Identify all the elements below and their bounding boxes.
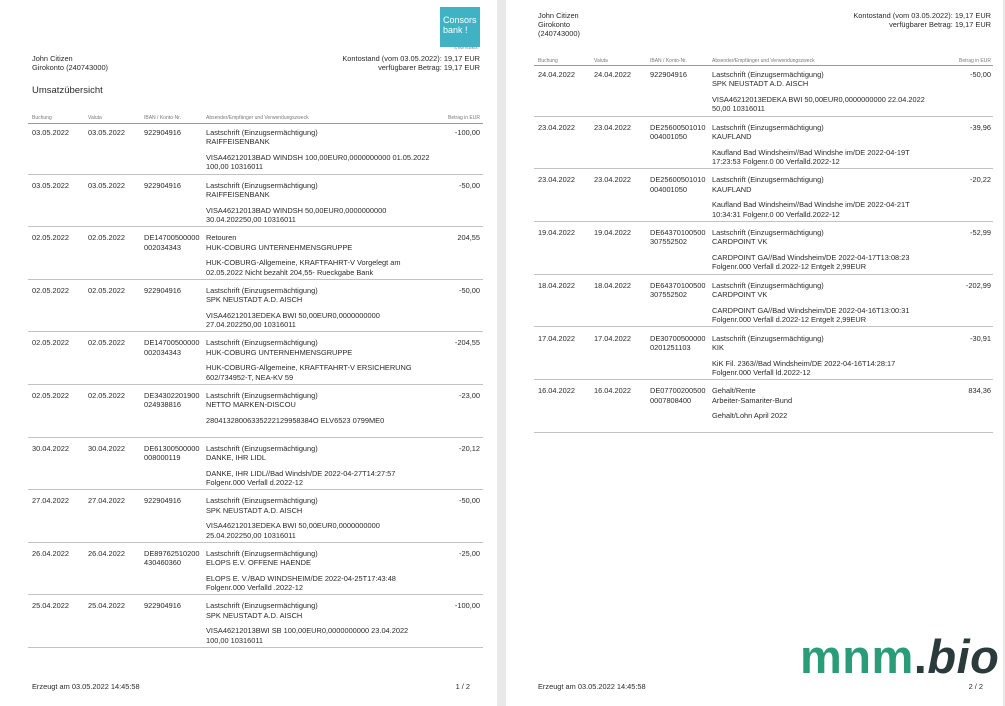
row-divider: [534, 379, 993, 380]
valuta-date: 23.04.2022: [594, 122, 631, 132]
detail-line1: VISA46212013EDEKA BWI 50,00EUR0,0000000000: [206, 310, 380, 320]
booking-date: 24.04.2022: [538, 70, 575, 79]
detail-line1: Kaufland Bad Windsheim//Bad Windshe im/DE 2022-04-19T: [712, 147, 910, 157]
amount: -100,00: [454, 601, 480, 611]
booking-date: 03.05.2022: [32, 128, 69, 137]
valuta-date: 24.04.2022: [594, 70, 631, 79]
valuta-date: 03.05.2022: [88, 128, 125, 137]
detail-line2: 25.04.202250,00 10316011: [206, 530, 296, 540]
col-description: Absender/Empfänger und Verwendungszweck: [712, 58, 815, 64]
detail-line2: 27.04.202250,00 10316011: [206, 320, 296, 330]
valuta-date: 23.04.2022: [594, 175, 631, 185]
description-party: CARDPOINT VK: [712, 290, 768, 300]
mnm-bio-watermark-logo: [800, 632, 999, 682]
iban-line2: 307552502: [650, 237, 687, 247]
valuta-date: 02.05.2022: [88, 338, 125, 348]
detail-line2: Folgenr.000 Verfall d.2022-12: [206, 477, 303, 487]
description-party: RAIFFEISENBANK: [206, 189, 270, 199]
detail-line1: CARDPOINT GA//Bad Windsheim/DE 2022-04-17T13:08:23: [712, 253, 910, 263]
description-type: Lastschrift (Einzugsermächtigung): [712, 175, 824, 185]
detail-line2: Folgenr.000 Verfall d.2022-12 Entgelt 2,99EUR: [712, 262, 867, 272]
description-type: Gehalt/Rente: [712, 386, 756, 396]
iban-line2: 004001050: [650, 184, 687, 194]
description-party: ELOPS E.V. OFFENE HAENDE: [206, 558, 311, 568]
amount: -20,22: [970, 175, 991, 185]
description-type: Lastschrift (Einzugsermächtigung): [712, 228, 824, 238]
detail-line1: CARDPOINT GA//Bad Windsheim/DE 2022-04-16T13:00:31: [712, 305, 910, 315]
booking-date: 02.05.2022: [32, 338, 69, 348]
detail-line1: KiK Fil. 2363//Bad Windsheim/DE 2022-04-16T14:28:17: [712, 358, 896, 368]
account-type: Girokonto: [538, 20, 571, 29]
logo-text-line2: bank !: [443, 25, 468, 35]
detail-line2: 602/734952-T, NEA-KV 59: [206, 372, 294, 382]
booking-date: 16.04.2022: [538, 386, 575, 396]
balance-line: Kontostand (vom 03.05.2022): 19,17 EUR: [342, 54, 480, 63]
amount: 204,55: [457, 233, 480, 243]
valuta-date: 02.05.2022: [88, 285, 125, 295]
booking-date: 19.04.2022: [538, 228, 575, 238]
detail-line1: VISA46212013BAD WINDSH 50,00EUR0,0000000000: [206, 205, 387, 215]
detail-line1: DANKE, IHR LIDL//Bad Windsh/DE 2022-04-27T14:27:57: [206, 468, 396, 478]
section-title: Umsatzübersicht: [32, 85, 103, 96]
detail-line1: Kaufland Bad Windsheim//Bad Windshe im/DE 2022-04-21T: [712, 200, 910, 210]
col-booking: Buchung: [538, 58, 558, 64]
booking-date: 30.04.2022: [32, 443, 69, 453]
iban-line1: DE07700200500: [650, 386, 706, 396]
valuta-date: 02.05.2022: [88, 391, 125, 400]
detail-line2: 02.05.2022 Nicht bezahlt 204,55- Rueckgabe Bank: [206, 267, 374, 277]
detail-line1: ELOPS E. V./BAD WINDSHEIM/DE 2022-04-25T17:43:48: [206, 573, 396, 583]
iban-line2: 307552502: [650, 290, 687, 300]
row-divider: [28, 542, 483, 543]
booking-date: 27.04.2022: [32, 496, 69, 506]
description-party: DANKE, IHR LIDL: [206, 452, 266, 462]
detail-line1: VISA46212013BWI SB 100,00EUR0,0000000000 23.04.2022: [206, 626, 409, 636]
footer-page-number: 1 / 2: [455, 682, 470, 691]
balance-line: Kontostand (vom 03.05.2022): 19,17 EUR: [853, 11, 991, 20]
footer-generated: Erzeugt am 03.05.2022 14:45:58: [32, 682, 140, 691]
row-divider: [28, 437, 483, 438]
description-party: SPK NEUSTADT A.D. AISCH: [206, 505, 303, 515]
row-divider: [28, 384, 483, 385]
row-divider: [28, 226, 483, 227]
detail-line2: 50,00 10316011: [712, 104, 765, 114]
description-type: Lastschrift (Einzugsermächtigung): [206, 496, 318, 506]
booking-date: 02.05.2022: [32, 391, 69, 400]
iban-line2: 024938816: [144, 400, 181, 410]
detail-line1: Gehalt/Lohn April 2022: [712, 411, 788, 421]
detail-line2: Folgenr.000 Verfall d.2022-12 Entgelt 2,99EUR: [712, 315, 867, 325]
iban-line2: 430460360: [144, 558, 181, 568]
account-holder: John Citizen: [32, 54, 73, 63]
detail-line1: VISA46212013EDEKA BWI 50,00EUR0,0000000000: [206, 521, 380, 531]
iban-line1: DE64370100500: [650, 280, 706, 290]
booking-date: 25.04.2022: [32, 601, 69, 611]
detail-line1: VISA46212013EDEKA BWI 50,00EUR0,0000000000 22.04.2022: [712, 95, 925, 104]
description-type: Lastschrift (Einzugsermächtigung): [206, 285, 318, 295]
description-type: Lastschrift (Einzugsermächtigung): [712, 70, 824, 79]
row-divider: [534, 274, 993, 275]
booking-date: 23.04.2022: [538, 122, 575, 132]
col-valuta: Valuta: [88, 115, 102, 121]
amount: -202,99: [965, 280, 991, 290]
col-iban: IBAN / Konto-Nr.: [144, 115, 181, 121]
row-divider: [534, 221, 993, 222]
description-type: Lastschrift (Einzugsermächtigung): [206, 391, 318, 400]
iban-line2: 002034343: [144, 242, 181, 252]
amount: -50,00: [970, 70, 991, 79]
detail-line2: 30.04.202250,00 10316011: [206, 214, 296, 224]
detail-line1: HUK-COBURG-Allgemeine, KRAFTFAHRT-V Vorgelegt am: [206, 258, 401, 268]
valuta-date: 27.04.2022: [88, 496, 125, 506]
iban-line1: 922904916: [144, 601, 181, 611]
amount: -52,99: [970, 228, 991, 238]
description-party: RAIFFEISENBANK: [206, 137, 270, 147]
iban-line1: DE25600501010: [650, 122, 706, 132]
description-type: Lastschrift (Einzugsermächtigung): [206, 180, 318, 190]
iban-line2: 0007808400: [650, 395, 692, 405]
description-party: CARDPOINT VK: [712, 237, 768, 247]
booking-date: 18.04.2022: [538, 280, 575, 290]
row-divider: [28, 647, 483, 648]
footer-page-number: 2 / 2: [968, 682, 983, 691]
row-divider: [534, 326, 993, 327]
iban-line2: 008000119: [144, 452, 181, 462]
iban-line1: 922904916: [144, 128, 181, 137]
col-valuta: Valuta: [594, 58, 608, 64]
col-amount: Betrag in EUR: [448, 115, 480, 121]
account-number: (240743000): [538, 29, 580, 38]
account-holder: John Citizen: [538, 11, 579, 20]
booking-date: 02.05.2022: [32, 285, 69, 295]
booking-date: 26.04.2022: [32, 548, 69, 558]
row-divider: [28, 174, 483, 175]
iban-line2: 0201251103: [650, 342, 691, 352]
description-party: Arbeiter-Samariter-Bund: [712, 395, 793, 405]
valuta-date: 25.04.2022: [88, 601, 125, 611]
col-description: Absender/Empfänger und Verwendungszweck: [206, 115, 309, 121]
description-type: Lastschrift (Einzugsermächtigung): [712, 280, 824, 290]
iban-line1: 922904916: [144, 496, 181, 506]
statement-page-1: [0, 0, 497, 706]
account-type: Girokonto (240743000): [32, 63, 109, 72]
statement-page-2: [506, 0, 1003, 706]
booking-date: 23.04.2022: [538, 175, 575, 185]
iban-line2: 002034343: [144, 347, 181, 357]
description-type: Lastschrift (Einzugsermächtigung): [206, 443, 318, 453]
logo-text-line1: Consors: [443, 15, 477, 25]
iban-line1: DE30700500000: [650, 333, 706, 343]
detail-line1: VISA46212013BAD WINDSH 100,00EUR0,0000000000 01.05.2022: [206, 153, 430, 162]
description-type: Lastschrift (Einzugsermächtigung): [206, 338, 318, 348]
iban-line1: DE64370100500: [650, 228, 706, 238]
amount: -30,91: [970, 333, 991, 343]
header-rule: [28, 123, 483, 124]
col-amount: Betrag in EUR: [959, 58, 991, 64]
booking-date: 17.04.2022: [538, 333, 575, 343]
row-divider: [534, 432, 993, 433]
description-type: Lastschrift (Einzugsermächtigung): [206, 128, 318, 137]
available-line: verfügbarer Betrag: 19,17 EUR: [378, 63, 480, 72]
row-divider: [534, 116, 993, 117]
amount: -50,00: [459, 496, 480, 506]
booking-date: 02.05.2022: [32, 233, 69, 243]
detail-line2: Folgenr.000 Verfalld .2022-12: [206, 583, 303, 593]
watermark-part2: bio: [927, 630, 1000, 683]
amount: 834,36: [968, 386, 991, 396]
description-party: KAUFLAND: [712, 132, 752, 142]
iban-line2: 004001050: [650, 132, 687, 142]
valuta-date: 03.05.2022: [88, 180, 125, 190]
row-divider: [28, 279, 483, 280]
description-type: Lastschrift (Einzugsermächtigung): [712, 333, 824, 343]
valuta-date: 30.04.2022: [88, 443, 125, 453]
amount: -204,55: [454, 338, 480, 348]
row-divider: [28, 331, 483, 332]
description-party: SPK NEUSTADT A.D. AISCH: [206, 295, 303, 305]
iban-line1: 922904916: [144, 285, 181, 295]
iban-line1: DE89762510200: [144, 548, 200, 558]
header-rule: [534, 65, 993, 66]
detail-line1: HUK-COBURG-Allgemeine, KRAFTFAHRT-V ERSICHERUNG: [206, 363, 412, 373]
available-line: verfügbarer Betrag: 19,17 EUR: [889, 20, 991, 29]
iban-line1: DE61300500000: [144, 443, 200, 453]
description-type: Lastschrift (Einzugsermächtigung): [712, 122, 824, 132]
iban-line1: 922904916: [650, 70, 687, 79]
footer-generated: Erzeugt am 03.05.2022 14:45:58: [538, 682, 646, 691]
booking-date: 03.05.2022: [32, 180, 69, 190]
detail-line2: 100,00 10316011: [206, 162, 263, 172]
valuta-date: 17.04.2022: [594, 333, 631, 343]
iban-line1: DE34302201900: [144, 391, 200, 400]
valuta-date: 16.04.2022: [594, 386, 631, 396]
description-party: NETTO MARKEN-DISCOU: [206, 400, 296, 410]
row-divider: [28, 489, 483, 490]
valuta-date: 02.05.2022: [88, 233, 125, 243]
iban-line1: DE25600501010: [650, 175, 706, 185]
detail-line2: 17:23:53 Folgenr.0 00 Verfalld.2022-12: [712, 157, 840, 167]
row-divider: [534, 168, 993, 169]
detail-line1: 28041328006335222129958384O ELV6523 0799ME0: [206, 416, 385, 425]
amount: -39,96: [970, 122, 991, 132]
amount: -50,00: [459, 180, 480, 190]
watermark-dot: .: [913, 630, 928, 683]
description-party: KIK: [712, 342, 724, 352]
amount: -25,00: [459, 548, 480, 558]
amount: -50,00: [459, 285, 480, 295]
col-iban: IBAN / Konto-Nr.: [650, 58, 687, 64]
valuta-date: 18.04.2022: [594, 280, 631, 290]
iban-line1: 922904916: [144, 180, 181, 190]
amount: -20,12: [459, 443, 480, 453]
description-party: SPK NEUSTADT A.D. AISCH: [206, 610, 303, 620]
description-type: Retouren: [206, 233, 237, 243]
detail-line2: Folgenr.000 Verfall ld.2022-12: [712, 367, 811, 377]
description-party: HUK-COBURG UNTERNEHMENSGRUPPE: [206, 242, 353, 252]
description-party: HUK-COBURG UNTERNEHMENSGRUPPE: [206, 347, 353, 357]
amount: -100,00: [454, 128, 480, 137]
consorsbank-logo: [440, 7, 480, 47]
description-type: Lastschrift (Einzugsermächtigung): [206, 601, 318, 611]
description-party: SPK NEUSTADT A.D. AISCH: [712, 79, 809, 89]
col-booking: Buchung: [32, 115, 52, 121]
detail-line2: 100,00 10316011: [206, 635, 263, 645]
valuta-date: 19.04.2022: [594, 228, 631, 238]
row-divider: [28, 594, 483, 595]
iban-line1: DE14700500000: [144, 338, 200, 348]
description-type: Lastschrift (Einzugsermächtigung): [206, 548, 318, 558]
valuta-date: 26.04.2022: [88, 548, 125, 558]
description-party: KAUFLAND: [712, 184, 752, 194]
amount: -23,00: [459, 391, 480, 400]
detail-line2: 10:34:31 Folgenr.0 00 Verfalld.2022-12: [712, 209, 840, 219]
watermark-part1: mnm: [800, 630, 914, 683]
logo-subtitle: by BNP PARIBAS: [454, 46, 478, 50]
iban-line1: DE14700500000: [144, 233, 200, 243]
